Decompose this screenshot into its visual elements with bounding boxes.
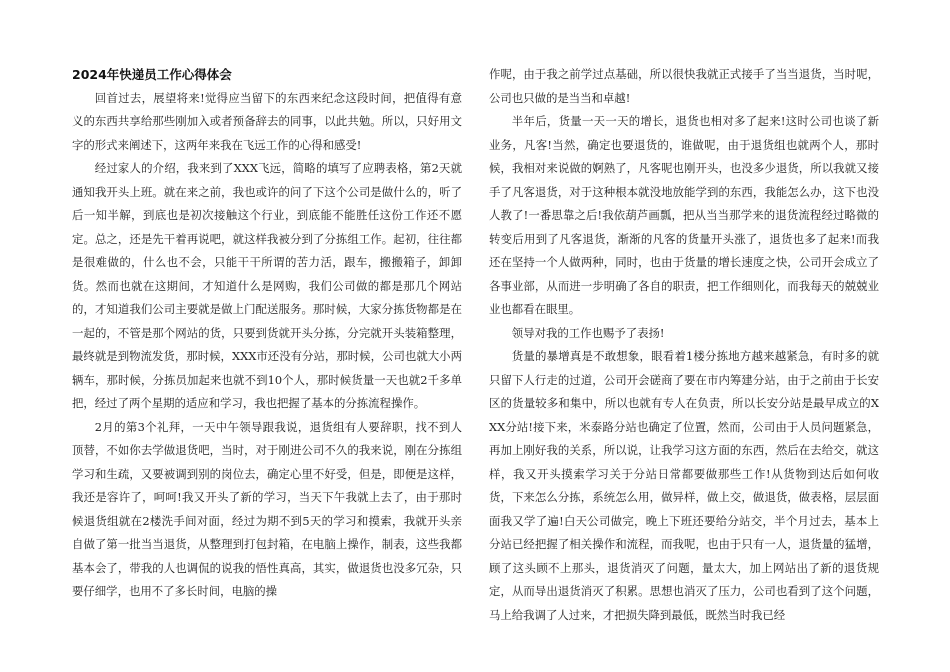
right-column xyxy=(489,63,879,627)
paragraph-half-year-later: 半年后，货量一天一天的增长，退货也相对多了起来!这时公司也谈了新业务，凡客!当然，确定也要退货的，谁做呢，由于退货组也就两个人，那时候，我相对来说做的婀熟了，凡客呢也刚开头，也没多少退货，所以我就又接手了凡客退货，对于这种根本就没地放能学到的东西，我能怎么办，这下也没人教了!一番思靠之后!我依葫芦画瓢，把从当当那学来的退货流程经过略微的转变后用到了凡客退货，渐渐的凡客的货量开头涨了，退货也多了起来!而我还在坚持一个人做两种，同时，也由于货量的增长速度之快，公司开会成立了各事业部，从而进一步明确了各自的职责，把工作细则化，而我每天的兢兢业业也都看在眼里。 xyxy=(489,114,879,316)
paragraph-substations: 货量的暴增真是不敢想象，眼看着1楼分拣地方越来越紧急，有时多的就只留下人行走的过道，公司开会磋商了要在市内筹建分站，由于之前由于长安区的货量较多和集中，所以也就有专人在负责，所以长安分站是最早成立的XXX分站!接下来，米泰路分站也确定了位置，然而，公司由于人员问题紧急，再加上刚好我的关系，所以说，让我学习这方面的东西，然后在去给交，就这样，我又开头摸索学习关于分站日常都要做那些工作!从货物到达后如何收货，下来怎么分拣，系统怎么用，做异样，做上交，做退货，做表格，层层面面我又学了遍!白天公司做完，晚上下班还要给分站交，半个月过去，基本上分站已经把握了相关操作和流程，而我呢，也由于只有一人，退货量的猛增，顾了这头顾不上那头，退货消灭了问题，量太大，加上网站出了新的退货规定，从而导出退货消灭了积累。思想也消灭了压力，公司也看到了这个问题，马上给我调了人过来，才把损失降到最低，既然当时我已经 xyxy=(489,349,879,622)
document-title: 2024年快递员工作心得体会 xyxy=(72,67,232,82)
paragraph-returns-group: 2月的第3个礼拜，一天中午领导跟我说，退货组有人要辞职，找不到人顶替，不如你去学做退货吧，当时，对于刚进公司不久的我来说，刚在分拣组学习和生疏，又要被调到别的岗位去，确定心里不好受，但是，即便是这样，我还是容许了，呵呵!我又开头了新的学习，当天下午我就上去了，由于那时候退货组就在2楼洗手间对面，经过为期不到5天的学习和摸索，我就开头亲自做了第一批当当退货，从整理到打包封箱，在电脑上操作，制表，这些我都基本会了，带我的人也调侃的说我的悟性真高，其实，做退货也没多冗杂，只要仔细学，也用不了多长时间，电脑的操 xyxy=(72,419,462,598)
paragraph-intro: 回首过去，展望将来!觉得应当留下的东西来纪念这段时间，把值得有意义的东西共享给那些刚加入或者预备辞去的同事，以此共勉。所以，只好用文字的形式来阐述下，这两年来我在飞远工作的心得和感受! xyxy=(72,90,462,152)
left-column xyxy=(72,63,462,604)
paragraph-praise: 领导对我的工作也赐予了表扬! xyxy=(511,325,665,340)
paragraph-continuation: 作呢，由于我之前学过点基础，所以很快我就正式接手了当当退货，当时呢，公司也只做的是当当和卓越! xyxy=(489,67,879,105)
paragraph-introduction-to-company: 经过家人的介绍，我来到了XXX飞远，简略的填写了应聘表格，第2天就通知我开头上班。就在来之前，我也或许的问了下这个公司是做什么的，听了后一知半解，到底也是初次接触这个行业，到底能不能胜任这份工作还不愿定。总之，还是先干着再说吧，就这样我被分到了分拣组工作。起初，往往都是很难做的，什么也不会，只能干干所谓的苦力活，跟车，搬搬箱子，卸卸货。然而也就在这期间，才知道什么是网购，我们公司做的都是那几个网站的，才知道我们公司主要就是做上门配送服务。那时候，大家分拣货物都是在一起的，不管是那个网站的货，只要到货就开头分拣，分完就开头装箱整理，最终就是到物流发货，那时候，XXX市还没有分站，那时候，公司也就大小两辆车，那时候，分拣员加起来也就不到10个人，那时候货量一天也就2千多单把，经过了两个星期的适应和学习，我也把握了基本的分拣流程操作。 xyxy=(72,161,462,410)
